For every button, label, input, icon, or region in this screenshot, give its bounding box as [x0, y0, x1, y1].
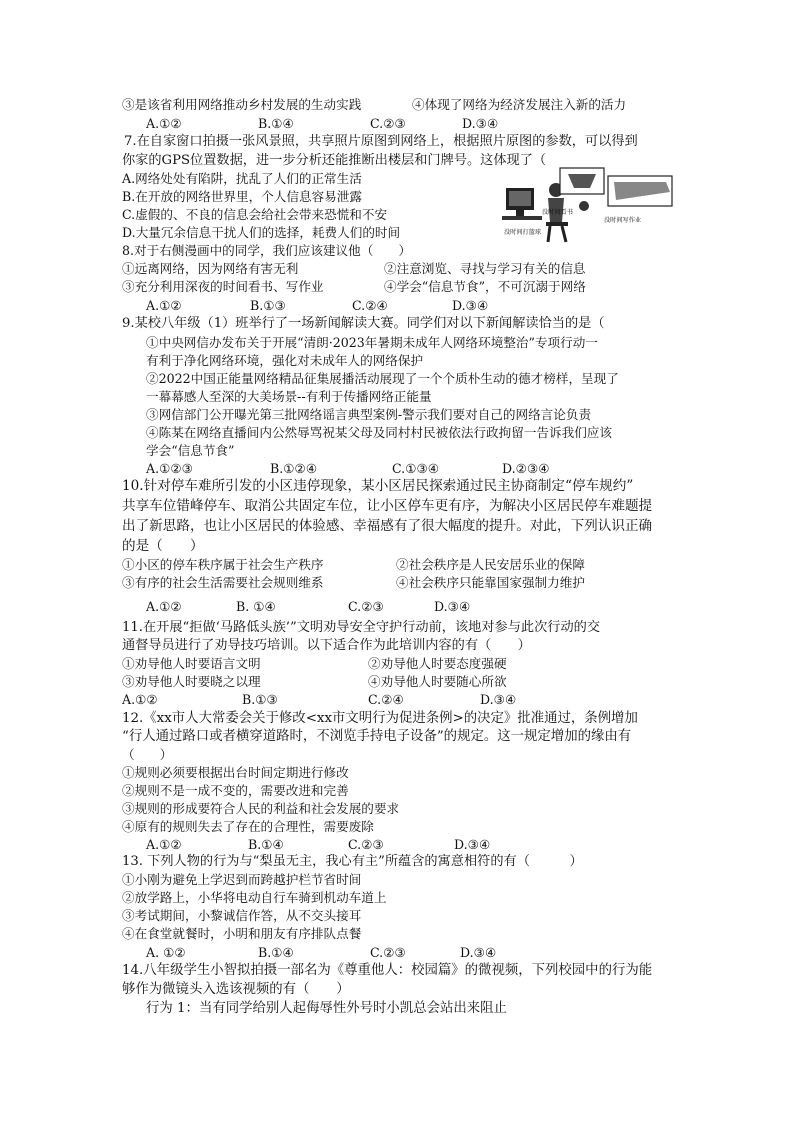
cartoon-image	[500, 166, 676, 246]
q14-stem-line2: 够作为微镜头入选该视频的有（ ）	[122, 982, 350, 997]
q11-statement-3: ③劝导他人时要晓之以理	[122, 674, 261, 689]
q12-statement-2: ②规则不是一成不变的，需要改进和完善	[122, 783, 349, 798]
q12-option-d: D.③④	[454, 837, 491, 852]
q11-option-c: C.②④	[368, 692, 404, 707]
q13-statement-1: ①小刚为避免上学迟到而跨越护栏节省时间	[122, 872, 362, 887]
q12-stem-line3: （ ）	[122, 747, 173, 762]
q9-statement-1b: 有利于净化网络环境，强化对未成年人的网络保护	[146, 353, 424, 368]
statement-4: ④体现了网络为经济发展注入新的活力	[412, 97, 627, 112]
q14-stem-line1: 14.八年级学生小智拟拍摄一部名为《尊重他人：校园篇》的微视频，下列校园中的行为能	[122, 963, 653, 978]
q9-statement-2b: 一幕幕感人至深的大美场景--有利于传播网络正能量	[146, 389, 432, 404]
q10-option-b: B. ①④	[236, 599, 276, 614]
q7-stem-line1: 7.在自家窗口拍摄一张风景照，共享照片原图到网络上，根据照片原图的参数，可以得到	[124, 134, 638, 149]
q10-stem-line1: 10.针对停车难所引发的小区违停现象，某小区居民探索通过民主协商制定“停车规约”	[122, 478, 634, 494]
cartoon-label-read: 没时间看书	[542, 209, 573, 216]
q12-statement-3: ③规则的形成要符合人民的利益和社会发展的要求	[122, 801, 400, 816]
q8-statement-4: ④学会“信息节食”，不可沉溺于网络	[384, 279, 586, 294]
q11-statement-4: ④劝导他人时要随心所欲	[368, 674, 507, 689]
q13-statement-4: ④在食堂就餐时，小明和朋友有序排队点餐	[122, 926, 362, 941]
q8-statement-1: ①远离网络，因为网络有害无利	[122, 261, 299, 276]
statement-3: ③是该省利用网络推动乡村发展的生动实践	[122, 97, 362, 112]
q8-option-a: A.①②	[146, 298, 182, 313]
option-c: C.②③	[370, 116, 406, 131]
q7-option-c: C.虚假的、不良的信息会给社会带来恐慌和不安	[122, 207, 388, 222]
q9-statement-3: ③网信部门公开曝光第三批网络谣言典型案例-警示我们要对自己的网络言论负责	[146, 407, 592, 422]
basketball-icon	[579, 201, 589, 211]
q8-option-b: B.①③	[250, 298, 286, 313]
cartoon-label-basketball: 没时间打篮球	[504, 229, 542, 236]
q7-stem-line2: 你家的GPS位置数据，进一步分析还能推断出楼层和门牌号。这体现了（	[122, 153, 547, 168]
q13-stem: 13. 下列人物的行为与“梨虽无主，我心有主”所蕴含的寓意相符的有（ ）	[122, 854, 583, 869]
q11-stem-line2: 通督导员进行了劝导技巧培训。以下适合作为此培训内容的有（ ）	[122, 638, 531, 653]
q12-stem-line2: “行人通过路口或者横穿道路时，不浏览手持电子设备”的规定。这一规定增加的缘由有	[122, 729, 632, 744]
q13-option-a: A. ①②	[146, 945, 186, 960]
q11-statement-2: ②劝导他人时要态度强硬	[368, 656, 507, 671]
q10-statement-4: ④社会秩序只能靠国家强制力维护	[396, 575, 585, 590]
q11-stem-line1: 11.在开展“拒做‘马路低头族’”文明劝导安全守护行动前，该地对参与此次行动的交	[122, 620, 601, 635]
q10-option-d: D.③④	[434, 599, 471, 614]
q8-stem: 8.对于右侧漫画中的同学，我们应该建议他（ ）	[122, 243, 412, 258]
q10-stem-line4: 的是（ ）	[122, 538, 204, 554]
q9-option-b: B.①②④	[270, 461, 318, 476]
q10-stem-line3: 出了新思路，也让小区居民的体验感、幸福感有了很大幅度的提升。对此，下列认识正确	[122, 518, 653, 534]
q12-stem-line1: 12.《xx市人大常委会关于修改<xx市文明行为促进条例>的决定》批准通过，条例增加	[122, 711, 638, 726]
cartoon-label-homework: 没时间写作业	[604, 217, 642, 224]
q9-option-c: C.①③④	[392, 461, 440, 476]
q12-option-b: B.①④	[248, 837, 284, 852]
q13-statement-3: ③考试期间，小黎诚信作答，从不交头接耳	[122, 908, 362, 923]
option-b: B.①④	[258, 116, 294, 131]
q13-statement-2: ②放学路上，小华将电动自行车骑到机动车道上	[122, 890, 387, 905]
q9-stem: 9.某校八年级（1）班举行了一场新闻解读大赛。同学们对以下新闻解读恰当的是（	[122, 316, 605, 331]
q10-option-c: C.②③	[348, 599, 384, 614]
q8-option-d: D.③④	[452, 298, 489, 313]
q12-statement-1: ①规则必须要根据出台时间定期进行修改	[122, 765, 349, 780]
q7-option-a: A.网络处处有陷阱，扰乱了人们的正常生活	[122, 171, 362, 186]
q9-statement-1a: ①中央网信办发布关于开展“清朗·2023年暑期未成年人网络环境整治”专项行动一	[146, 335, 598, 350]
q11-option-b: B.①③	[242, 692, 278, 707]
q13-option-d: D.③④	[460, 945, 497, 960]
q7-option-b: B.在开放的网络世界里，个人信息容易泄露	[122, 189, 362, 204]
q9-option-a: A.①②③	[146, 461, 193, 476]
q9-option-d: D.②③④	[502, 461, 550, 476]
q14-behavior-1: 行为 1：当有同学给别人起侮辱性外号时小凯总会站出来阻止	[146, 1001, 507, 1016]
q11-option-d: D.③④	[480, 692, 517, 707]
q11-option-a: A.①②	[122, 692, 158, 707]
q11-statement-1: ①劝导他人时要语言文明	[122, 656, 261, 671]
q7-option-d: D.大量冗余信息干扰人们的选择，耗费人们的时间	[122, 225, 401, 240]
q9-statement-4a: ④陈某在网络直播间内公然辱骂祝某父母及同村村民被依法行政拘留一告诉我们应该	[146, 425, 612, 440]
q9-statement-2a: ②2022中国正能量网络精品征集展播活动展现了一个个质朴生动的德才榜样，呈现了	[146, 371, 619, 386]
q12-statement-4: ④原有的规则失去了存在的合理性，需要废除	[122, 819, 374, 834]
q8-statement-2: ②注意浏览、寻找与学习有关的信息	[384, 261, 586, 276]
q13-option-b: B.①④	[258, 945, 294, 960]
q10-stem-line2: 共享车位错峰停车、取消公共固定车位，让小区停车更有序，为解决小区居民停车难题提	[122, 498, 653, 514]
q9-statement-4b: 学会“信息节食”	[146, 443, 235, 458]
q8-option-c: C.②④	[352, 298, 388, 313]
option-d: D.③④	[462, 116, 499, 131]
q13-option-c: C.②③	[370, 945, 406, 960]
q10-statement-1: ①小区的停车秩序属于社会生产秩序	[122, 557, 324, 572]
q10-option-a: A.①②	[146, 599, 182, 614]
q10-statement-3: ③有序的社会生活需要社会规则维系	[122, 575, 324, 590]
q10-statement-2: ②社会秩序是人民安居乐业的保障	[396, 557, 585, 572]
q12-option-a: A.①②	[146, 837, 182, 852]
q8-statement-3: ③充分利用深夜的时间看书、写作业	[122, 279, 324, 294]
q12-option-c: C.②③	[348, 837, 384, 852]
option-a: A.①②	[146, 116, 182, 131]
